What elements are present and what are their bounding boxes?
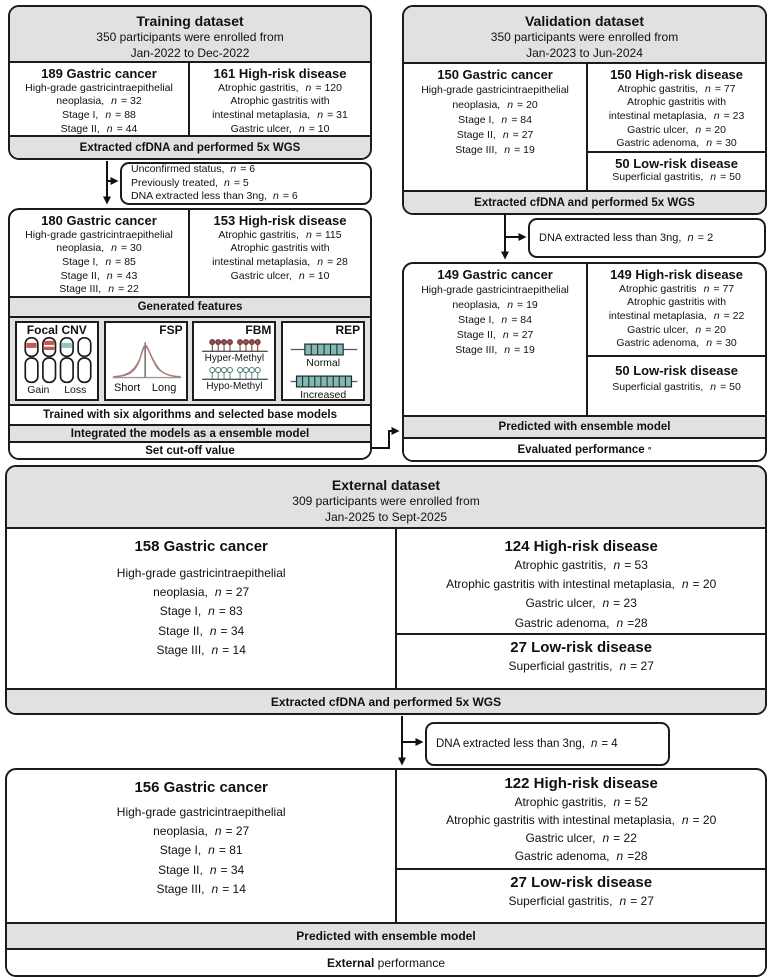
gastric-cancer-panel — [404, 64, 588, 190]
risk-panels — [397, 529, 765, 688]
validation-title: Validation dataset — [524, 13, 645, 29]
external-title: External dataset — [331, 477, 441, 493]
stat-line: Superficial gastritis, n = 27 — [508, 894, 654, 908]
panel-title: 158 Gastric cancer — [134, 538, 268, 555]
external-performance-row: External performance — [7, 948, 765, 975]
stat-line: Atrophic gastritis with — [230, 242, 330, 255]
training-title: Training dataset — [136, 13, 244, 29]
stat-line: Gastric ulcer, n = 10 — [230, 269, 330, 282]
low-risk-panel — [588, 151, 765, 190]
hyper-methyl-icon — [197, 337, 273, 353]
high-risk-panel — [588, 264, 765, 355]
risk-panels — [588, 64, 765, 190]
panel-title: 153 High-risk disease — [213, 213, 347, 228]
high-risk-panel — [588, 64, 765, 151]
stat-line: Stage I, n = 81 — [159, 843, 243, 858]
validation-participants: 350 participants were enrolled from — [490, 30, 679, 45]
features-panel — [10, 316, 370, 404]
long-label: Long — [151, 382, 177, 395]
stat-line: Stage I, n = 83 — [159, 604, 243, 619]
feature-title: FBM — [245, 323, 272, 337]
external-stage1-columns — [7, 529, 765, 688]
stat-line: Gastric ulcer, n = 23 — [525, 596, 637, 611]
cfdna-row: Extracted cfDNA and performed 5x WGS — [7, 688, 765, 713]
stat-line: Atrophic gastritis, n = 53 — [514, 558, 648, 572]
rep-normal-label: Normal — [306, 357, 341, 370]
risk-panels — [588, 264, 765, 415]
rep-increased-icon — [286, 374, 362, 389]
external-stage2-columns — [7, 770, 765, 922]
hypo-methyl-icon — [197, 365, 273, 381]
stat-line: Atrophic gastritis, n = 77 — [617, 82, 736, 95]
trained-row: Trained with six algorithms and selected base models — [10, 404, 370, 424]
evaluated-row: Evaluated performance ° — [404, 437, 765, 460]
panel-title: 150 High-risk disease — [610, 67, 744, 82]
stat-line: Stage I, n = 85 — [62, 255, 136, 268]
fsp-labels — [109, 382, 183, 394]
gastric-cancer-panel — [7, 529, 397, 688]
validation-exclusion-box — [528, 218, 766, 258]
stat-line: intestinal metaplasia, n = 23 — [608, 109, 745, 122]
stat-line: Superficial gastritis, n = 50 — [612, 171, 741, 184]
stat-line: neoplasia, n = 20 — [452, 98, 538, 111]
hyper-methyl-label: Hyper-Methyl — [204, 353, 265, 365]
cnv-labels — [20, 384, 94, 396]
validation-dataset-box — [402, 5, 767, 215]
stat-line: neoplasia, n = 27 — [153, 585, 250, 600]
training-dataset-box — [8, 5, 372, 160]
training-dates: Jan-2022 to Dec-2022 — [130, 45, 250, 60]
training-model-box — [8, 208, 372, 460]
stat-line: Gastric adenoma, n = 30 — [616, 337, 737, 350]
stat-line: High-grade gastricintraepithelial — [421, 83, 569, 96]
training-participants: 350 participants were enrolled from — [96, 30, 284, 45]
external-participants: 309 participants were enrolled from — [292, 494, 480, 509]
high-risk-panel — [190, 63, 370, 135]
exclusion-line: DNA extracted less than 3ng, n = 2 — [539, 231, 714, 244]
exclusion-line: Previously treated, n = 5 — [131, 176, 249, 189]
footnote-mark: ° — [647, 444, 652, 455]
cfdna-row: Extracted cfDNA and performed 5x WGS — [404, 190, 765, 213]
panel-title: 189 Gastric cancer — [41, 66, 157, 81]
stat-line: Atrophic gastritis, n = 115 — [218, 228, 342, 241]
training-exclusion-box — [120, 162, 372, 205]
exclusion-line: Unconfirmed status, n = 6 — [131, 163, 256, 176]
stat-line: neoplasia, n = 19 — [452, 298, 538, 311]
stat-line: Atrophic gastritis with — [626, 96, 727, 109]
stat-line: Atrophic gastritis with intestinal metaplasia, n = 20 — [446, 813, 717, 827]
predicted-row: Predicted with ensemble model — [404, 415, 765, 437]
training-stage1-columns — [10, 63, 370, 135]
stat-line: intestinal metaplasia, n = 22 — [608, 309, 745, 322]
stat-line: High-grade gastricintraepithelial — [25, 81, 173, 94]
risk-panels — [397, 770, 765, 922]
loss-label: Loss — [64, 384, 87, 397]
stat-line: Stage III, n = 22 — [59, 283, 139, 296]
feature-rep — [281, 321, 365, 401]
stat-line: Gastric adenoma, n = 30 — [616, 137, 737, 150]
stat-line: Stage III, n = 14 — [156, 881, 246, 896]
gastric-cancer-panel — [10, 63, 190, 135]
stat-line: Atrophic gastritis with — [230, 95, 330, 108]
low-risk-panel — [397, 633, 765, 688]
feature-title: Focal CNV — [26, 323, 87, 337]
stat-line: Stage II, n = 34 — [158, 862, 245, 877]
panel-title: 180 Gastric cancer — [41, 213, 157, 228]
stat-line: High-grade gastricintraepithelial — [116, 805, 286, 819]
panel-title: 50 Low-risk disease — [615, 363, 738, 378]
validation-header — [404, 7, 765, 64]
feature-fbm — [192, 321, 276, 401]
validation-stage1-columns — [404, 64, 765, 190]
feature-title: FSP — [159, 323, 183, 337]
stat-line: Stage I, n = 84 — [458, 114, 532, 127]
training-header — [10, 7, 370, 63]
low-risk-panel — [588, 355, 765, 415]
stat-line: intestinal metaplasia, n = 31 — [212, 108, 348, 121]
stat-line: Stage I, n = 84 — [458, 314, 532, 327]
external-exclusion-box — [425, 722, 670, 766]
stat-line: Stage II, n = 27 — [456, 329, 534, 342]
stat-line: Gastric ulcer, n = 20 — [627, 323, 726, 336]
integrated-row: Integrated the models as a ensemble model — [10, 424, 370, 441]
panel-title: 149 Gastric cancer — [437, 267, 553, 282]
feature-title: REP — [335, 323, 361, 337]
stat-line: Superficial gastritis, n = 50 — [612, 380, 741, 393]
exclusion-line: DNA extracted less than 3ng, n = 4 — [436, 737, 618, 750]
stat-line: High-grade gastricintraepithelial — [421, 283, 569, 296]
hypo-methyl-label: Hypo-Methyl — [206, 380, 263, 392]
stat-line: Gastric ulcer, n = 22 — [525, 831, 637, 845]
panel-title: 161 High-risk disease — [213, 66, 347, 81]
high-risk-panel — [397, 770, 765, 868]
external-result-box — [5, 768, 767, 977]
stat-line: Gastric ulcer, n = 10 — [230, 122, 330, 135]
validation-dates: Jan-2023 to Jun-2024 — [526, 45, 643, 60]
stat-line: Stage II, n = 43 — [60, 269, 138, 282]
stat-line: Atrophic gastritis, n = 120 — [218, 81, 342, 94]
stat-line: High-grade gastricintraepithelial — [116, 566, 286, 580]
validation-result-box — [402, 262, 767, 462]
stat-line: Atrophic gastritis with — [626, 296, 727, 309]
generated-features-row: Generated features — [10, 296, 370, 316]
stat-line: Stage III, n = 19 — [455, 344, 535, 357]
short-label: Short — [113, 382, 141, 395]
panel-title: 27 Low-risk disease — [510, 874, 653, 891]
fragment-size-plot-icon — [109, 337, 185, 382]
panel-title: 156 Gastric cancer — [134, 779, 268, 796]
gain-label: Gain — [27, 384, 50, 397]
stat-line: Stage II, n = 27 — [456, 129, 534, 142]
low-risk-panel — [397, 868, 765, 922]
external-dataset-box — [5, 465, 767, 715]
chromosomes-icon — [20, 337, 96, 384]
external-header — [7, 467, 765, 529]
panel-title: 122 High-risk disease — [504, 775, 658, 792]
exclusion-line: DNA extracted less than 3ng, n = 6 — [131, 190, 298, 203]
feature-focal-cnv — [15, 321, 99, 401]
high-risk-panel — [397, 529, 765, 633]
stat-line: Atrophic gastritis, n = 52 — [514, 795, 648, 809]
panel-title: 149 High-risk disease — [610, 267, 744, 282]
panel-title: 124 High-risk disease — [504, 538, 658, 555]
stat-line: intestinal metaplasia, n = 28 — [212, 255, 348, 268]
panel-title: 27 Low-risk disease — [510, 638, 653, 656]
validation-stage2-columns — [404, 264, 765, 415]
stat-line: Stage II, n = 44 — [60, 122, 138, 135]
stat-line: High-grade gastricintraepithelial — [25, 228, 173, 241]
stat-line: Gastric adenoma, n =28 — [514, 849, 648, 863]
gastric-cancer-panel — [7, 770, 397, 922]
stat-line: Stage III, n = 19 — [455, 144, 535, 157]
stat-line: Gastric ulcer, n = 20 — [627, 123, 726, 136]
stat-line: Stage III, n = 14 — [156, 642, 246, 657]
stat-line: Stage I, n = 88 — [62, 108, 136, 121]
rep-increased-label: Increased — [300, 389, 347, 401]
training-stage2-columns — [10, 210, 370, 296]
cfdna-row: Extracted cfDNA and performed 5x WGS — [10, 135, 370, 158]
stat-line: Superficial gastritis, n = 27 — [508, 658, 654, 673]
gastric-cancer-panel — [10, 210, 190, 296]
stat-line: Gastric adenoma, n =28 — [514, 615, 648, 630]
rep-normal-icon — [286, 342, 362, 357]
high-risk-panel — [190, 210, 370, 296]
stat-line: Stage II, n = 34 — [158, 623, 245, 638]
stat-line: neoplasia, n = 32 — [56, 95, 142, 108]
cutoff-to-predicted-arrow — [372, 431, 392, 448]
stat-line: Atrophic gastritis with intestinal metaplasia, n = 20 — [446, 577, 717, 592]
stat-line: neoplasia, n = 27 — [153, 824, 250, 839]
panel-title: 50 Low-risk disease — [615, 155, 738, 171]
cutoff-row: Set cut-off value — [10, 441, 370, 458]
predicted-row: Predicted with ensemble model — [7, 922, 765, 948]
panel-title: 150 Gastric cancer — [437, 67, 553, 82]
stat-line: neoplasia, n = 30 — [56, 242, 142, 255]
stat-line: Atrophic gastritis n = 77 — [618, 282, 735, 295]
gastric-cancer-panel — [404, 264, 588, 415]
external-dates: Jan-2025 to Sept-2025 — [324, 509, 448, 524]
feature-fsp — [104, 321, 188, 401]
